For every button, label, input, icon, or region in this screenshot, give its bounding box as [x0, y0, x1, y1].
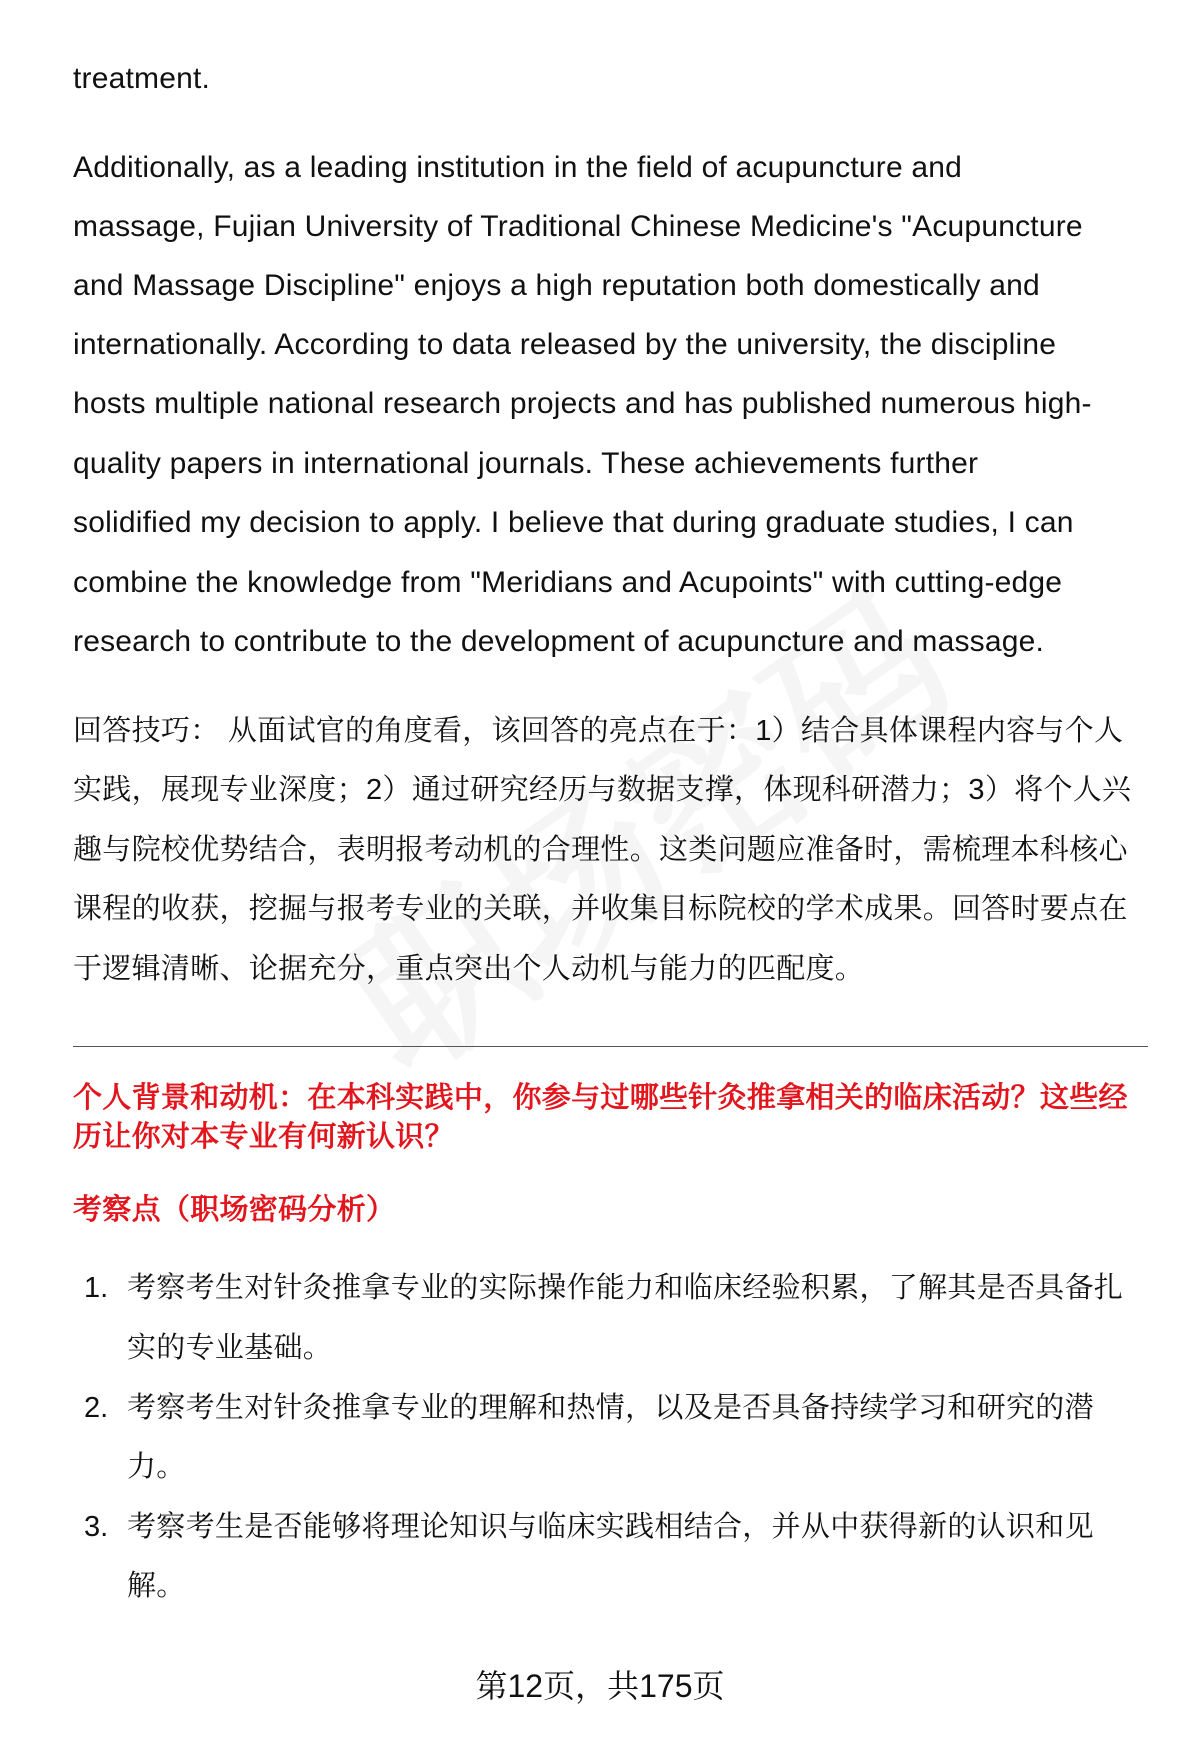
- question-line: 个人背景和动机：在本科实践中，你参与过哪些针灸推拿相关的临床活动？这些经: [73, 1082, 1128, 1114]
- list-number: 2.: [84, 1392, 109, 1424]
- paragraph-line: combine the knowledge from "Meridians and Acupoints" with cutting-edge: [73, 566, 1063, 599]
- paragraph-line: quality papers in international journals. These achievements further: [73, 447, 979, 480]
- tips-line: 回答技巧： 从面试官的角度看，该回答的亮点在于：1）结合具体课程内容与个人: [73, 715, 1124, 747]
- section-heading: 考察点（职场密码分析）: [73, 1194, 396, 1226]
- list-number: 3.: [84, 1511, 109, 1543]
- tips-line: 课程的收获，挖掘与报考专业的关联，并收集目标院校的学术成果。回答时要点在: [73, 893, 1128, 925]
- watermark: [291, 527, 989, 1118]
- tips-line: 趣与院校优势结合，表明报考动机的合理性。这类问题应准备时，需梳理本科核心: [73, 834, 1128, 866]
- list-item-line: 解。: [127, 1570, 186, 1602]
- list-number: 1.: [84, 1272, 109, 1304]
- list-item-line: 力。: [127, 1451, 186, 1483]
- list-item-line: 实的专业基础。: [127, 1332, 333, 1364]
- list-item-line: 考察考生对针灸推拿专业的实际操作能力和临床经验积累，了解其是否具备扎: [127, 1272, 1124, 1304]
- list-item-line: 考察考生是否能够将理论知识与临床实践相结合，并从中获得新的认识和见: [127, 1511, 1094, 1543]
- paragraph-line: and Massage Discipline" enjoys a high reputation both domestically and: [73, 269, 1040, 302]
- paragraph-line: research to contribute to the development of acupuncture and massage.: [73, 625, 1045, 658]
- paragraph-line: solidified my decision to apply. I believe that during graduate studies, I can: [73, 506, 1074, 539]
- tips-line: 实践，展现专业深度；2）通过研究经历与数据支撑，体现科研潜力；3）将个人兴: [73, 774, 1132, 806]
- question-line: 历让你对本专业有何新认识？: [73, 1121, 454, 1153]
- paragraph-line: internationally. According to data released by the university, the discipline: [73, 328, 1057, 361]
- tips-line: 于逻辑清晰、论据充分，重点突出个人动机与能力的匹配度。: [73, 953, 865, 985]
- section-divider: [73, 1046, 1148, 1047]
- page-number: 第12页，共175页: [475, 1668, 725, 1704]
- paragraph-line: Additionally, as a leading institution in the field of acupuncture and: [73, 151, 963, 184]
- paragraph-line: massage, Fujian University of Traditional Chinese Medicine's "Acupuncture: [73, 210, 1083, 243]
- intro-tail-text: treatment.: [73, 62, 211, 95]
- list-item-line: 考察考生对针灸推拿专业的理解和热情，以及是否具备持续学习和研究的潜: [127, 1392, 1094, 1424]
- paragraph-line: hosts multiple national research projects and has published numerous high-: [73, 387, 1092, 420]
